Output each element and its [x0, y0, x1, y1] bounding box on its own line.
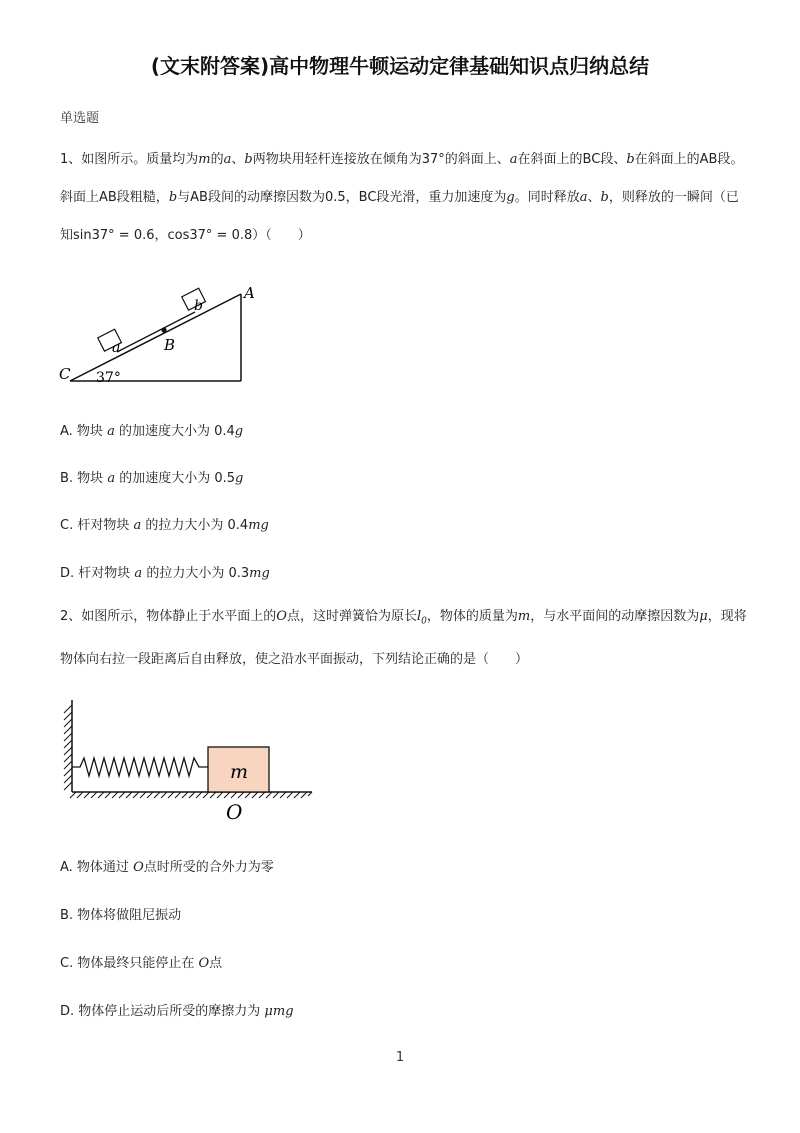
question-1-text: 1、如图所示。质量均为m的a、b两物块用轻杆连接放在倾角为37°的斜面上、a在斜面上的BC段、b在斜面上的AB段。斜面上AB段粗糙，b与AB段间的动摩擦因数为0.5，BC段光滑，重力加速度为g。同时释放a、b，则释放的一瞬间（已知sin37° = 0.6，cos37° = 0.8）（ ）	[60, 152, 744, 243]
floor	[70, 792, 312, 798]
label-B: B	[164, 336, 176, 354]
q2-option-a[interactable]: A. 物体通过 O点时所受的合外力为零	[60, 860, 274, 875]
wall	[64, 700, 72, 792]
angle-label: 37°	[96, 370, 121, 386]
q2-option-c[interactable]: C. 物体最终只能停止在 O点	[60, 956, 223, 971]
label-a: a	[112, 340, 121, 356]
section-heading: 单选题	[60, 111, 100, 126]
spring-figure	[60, 695, 320, 830]
incline-slope	[70, 294, 241, 381]
label-A: A	[244, 284, 255, 302]
question-2-text: 2、如图所示，物体静止于水平面上的O点，这时弹簧恰为原长$l_0$，物体的质量为m，与水平面间的动摩擦因数为μ，现将物体向右拉一段距离后自由释放，使之沿水平面振动，下列结论正确的是（ ）	[60, 609, 747, 667]
page-number: 1	[395, 1050, 405, 1065]
point-B	[161, 327, 166, 332]
q1-option-b[interactable]: B. 物块 a 的加速度大小为 0.5g	[60, 471, 244, 486]
incline-figure	[55, 280, 275, 390]
page-title: (文末附答案)高中物理牛顿运动定律基础知识点归纳总结	[150, 54, 650, 78]
q1-option-c[interactable]: C. 杆对物块 a 的拉力大小为 0.4mg	[60, 518, 269, 533]
spring	[72, 758, 208, 776]
q2-option-d[interactable]: D. 物体停止运动后所受的摩擦力为 μmg	[60, 1004, 294, 1019]
q2-option-b[interactable]: B. 物体将做阻尼振动	[60, 908, 182, 923]
q1-option-a[interactable]: A. 物块 a 的加速度大小为 0.4g	[60, 424, 244, 439]
light-rod	[117, 312, 195, 352]
label-b: b	[194, 298, 203, 314]
q1-option-d[interactable]: D. 杆对物块 a 的拉力大小为 0.3mg	[60, 566, 270, 581]
mass-label: m	[230, 761, 249, 783]
label-C: C	[59, 365, 71, 383]
origin-label: O	[226, 800, 243, 824]
